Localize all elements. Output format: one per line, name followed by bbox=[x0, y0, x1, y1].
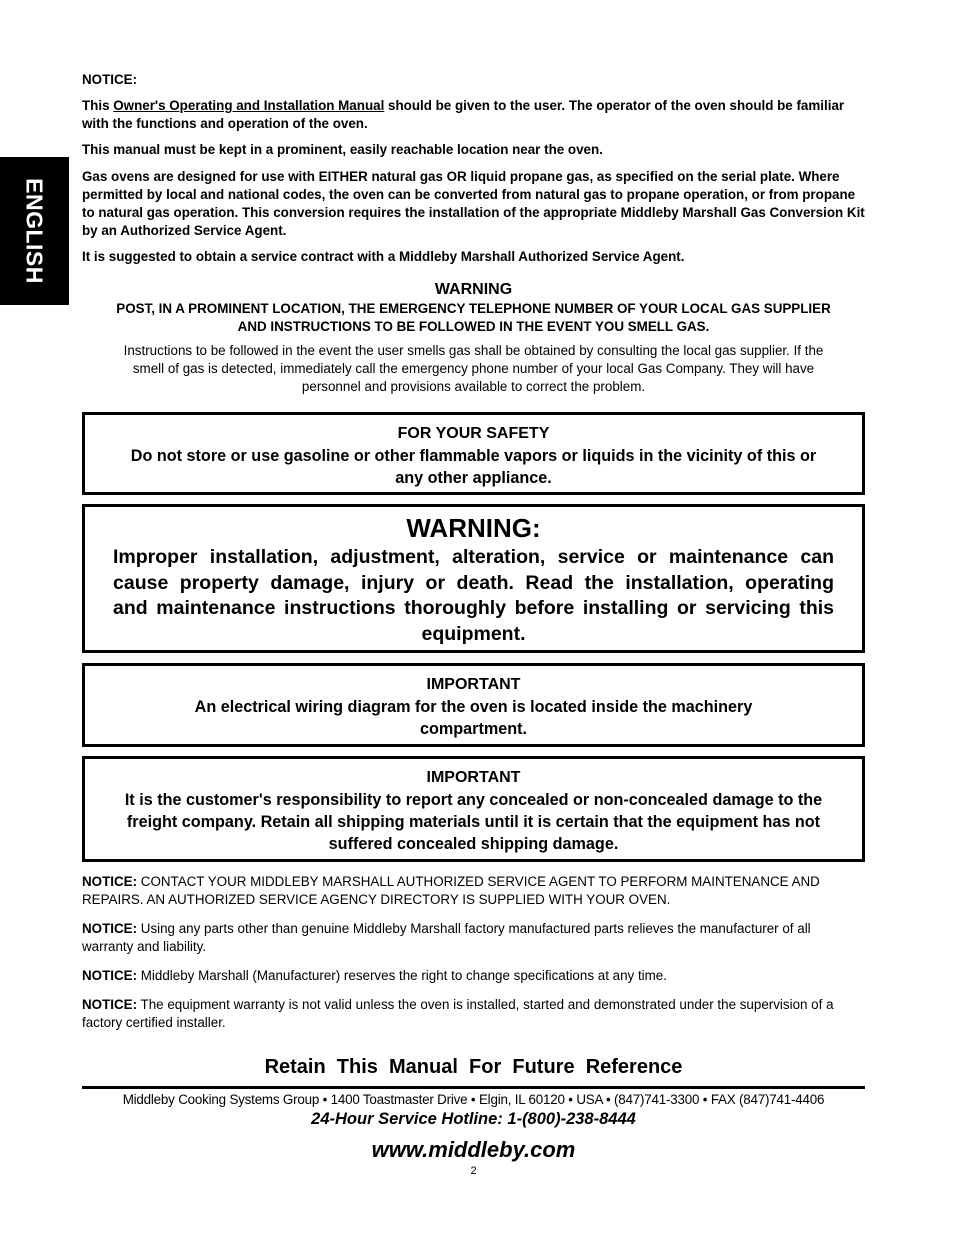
warning-title: WARNING: bbox=[406, 513, 541, 543]
footer-address: Middleby Cooking Systems Group • 1400 Toastmaster Drive • Elgin, IL 60120 • USA • (847)741-3300 • FAX (847)741-4406 bbox=[122, 1092, 825, 1107]
important-box-freight bbox=[82, 756, 865, 862]
warning-text: Improper installation, adjustment, alteration, service or maintenance can cause property damage, injury or death. Read the installation, operating and maintenance instructions thoroughly before installing or servicing this equipment. bbox=[113, 546, 834, 645]
notice-item: NOTICE: CONTACT YOUR MIDDLEBY MARSHALL AUTHORIZED SERVICE AGENT TO PERFORM MAINTENANCE AND REPAIRS. AN AUTHORIZED SERVICE AGENCY DIRECTORY IS SUPPLIED WITH YOUR OVEN. bbox=[82, 874, 820, 907]
notice-heading: NOTICE: bbox=[82, 72, 138, 87]
safety-box bbox=[82, 412, 865, 495]
intro-paragraph-3: Gas ovens are designed for use with EITHER natural gas OR liquid propane gas, as specified on the serial plate. Where permitted by local and national codes, the oven can be converted from natural gas to propane operation, or from propane to natural gas operation. This conversion requires the installation of the appropriate Middleby Marshall Gas Conversion Kit by an Authorized Service Agent. bbox=[82, 169, 865, 238]
retain-heading: Retain This Manual For Future Reference bbox=[264, 1056, 683, 1078]
language-tab-label: ENGLISH bbox=[21, 178, 48, 284]
important-title-wiring: IMPORTANT bbox=[426, 676, 521, 693]
intro-paragraph-1: This Owner's Operating and Installation Manual should be given to the user. The operator of the oven should be familiar with the functions and operation of the oven. bbox=[82, 98, 845, 131]
page-number: 2 bbox=[470, 1165, 477, 1177]
notice-item: NOTICE: The equipment warranty is not valid unless the oven is installed, started and demonstrated under the supervision of a factory certified installer. bbox=[82, 997, 834, 1030]
important-title-freight: IMPORTANT bbox=[426, 769, 521, 786]
gas-warning-bold: POST, IN A PROMINENT LOCATION, THE EMERGENCY TELEPHONE NUMBER OF YOUR LOCAL GAS SUPPLIER AND INSTRUCTIONS TO BE FOLLOWED IN THE EVENT YOU SMELL GAS. bbox=[116, 301, 831, 334]
manual-title: Owner's Operating and Installation Manual bbox=[113, 98, 385, 113]
language-tab bbox=[0, 157, 69, 305]
website-link[interactable]: www.middleby.com bbox=[371, 1137, 576, 1162]
gas-warning-title: WARNING bbox=[434, 281, 513, 298]
important-box-wiring bbox=[82, 663, 865, 747]
important-text-freight: It is the customer's responsibility to report any concealed or non-concealed damage to the freight company. Retain all shipping materials until it is certain that the equipment has not suffered concealed shipping damage. bbox=[124, 791, 823, 853]
intro-paragraph-4: It is suggested to obtain a service contract with a Middleby Marshall Authorized Service Agent. bbox=[82, 249, 685, 264]
gas-warning bbox=[110, 280, 837, 396]
notice-item: NOTICE: Using any parts other than genuine Middleby Marshall factory manufactured parts relieves the manufacturer of all warranty and liability. bbox=[82, 921, 811, 954]
footer-divider bbox=[82, 1086, 865, 1089]
service-hotline: 24-Hour Service Hotline: 1-(800)-238-8444 bbox=[311, 1110, 636, 1128]
safety-text: Do not store or use gasoline or other flammable vapors or liquids in the vicinity of this or any other appliance. bbox=[130, 447, 817, 487]
gas-warning-text: Instructions to be followed in the event the user smells gas shall be obtained by consulting the local gas supplier. If the smell of gas is detected, immediately call the emergency phone number of your local Gas Company. They will have personnel and provisions available to correct the problem. bbox=[123, 343, 824, 394]
safety-title: FOR YOUR SAFETY bbox=[397, 425, 550, 442]
intro-paragraph-2: This manual must be kept in a prominent, easily reachable location near the oven. bbox=[82, 142, 603, 157]
important-text-wiring: An electrical wiring diagram for the oven is located inside the machinery compartment. bbox=[194, 698, 753, 738]
warning-box bbox=[82, 504, 865, 653]
notice-item: NOTICE: Middleby Marshall (Manufacturer) reserves the right to change specifications at any time. bbox=[82, 968, 667, 983]
footer bbox=[82, 1091, 865, 1177]
